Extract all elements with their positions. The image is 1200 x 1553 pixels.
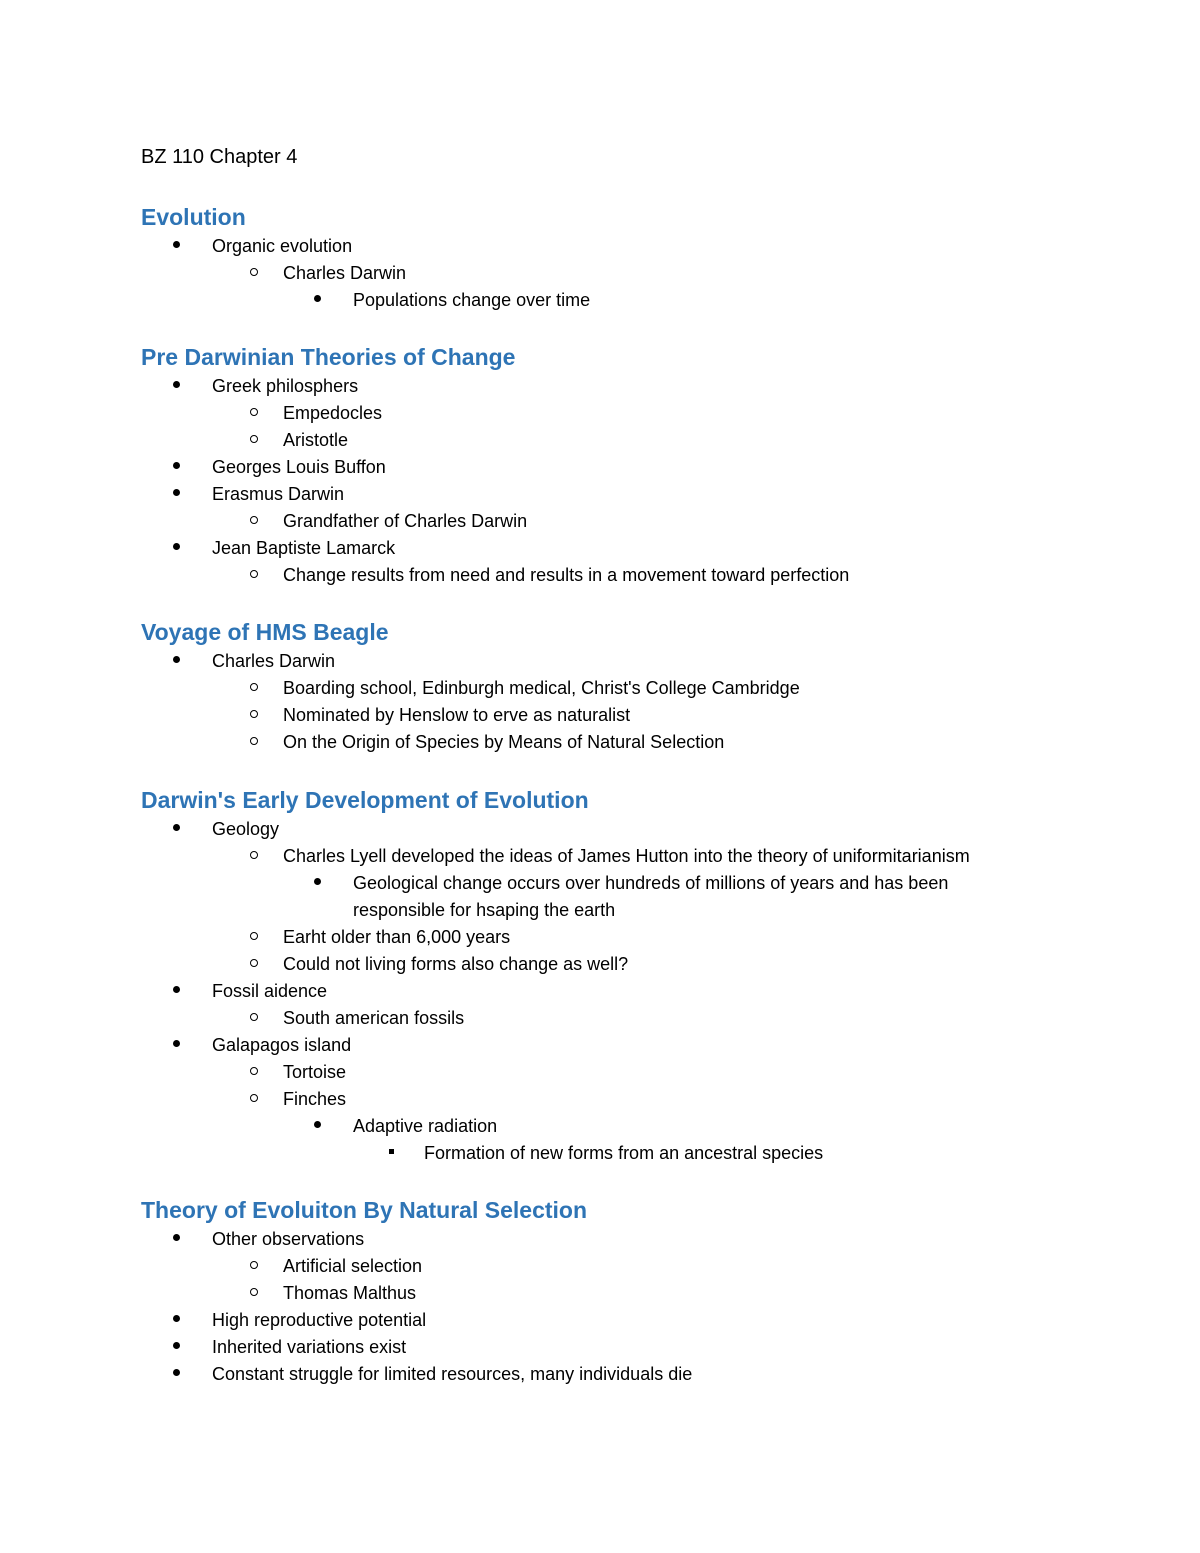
list-item-text: Charles Lyell developed the ideas of James Hutton into the theory of uniformitarianism <box>283 846 970 866</box>
list-item-text: High reproductive potential <box>212 1310 427 1330</box>
disc-bullet-icon <box>173 816 180 843</box>
circle-bullet-icon <box>250 702 258 729</box>
list-item <box>0 1226 1200 1253</box>
list-item <box>0 454 1200 481</box>
section-heading: Theory of Evoluiton By Natural Selection <box>141 1197 588 1223</box>
list-item <box>0 427 1200 454</box>
list-item <box>0 373 1200 400</box>
list-item <box>0 729 1200 756</box>
list-item <box>0 870 1013 924</box>
circle-bullet-icon <box>250 729 258 756</box>
list-item <box>0 978 1200 1005</box>
section-heading: Darwin's Early Development of Evolution <box>141 787 589 813</box>
list-item-text: Greek philosphers <box>212 376 359 396</box>
list-item-text: Aristotle <box>283 430 349 450</box>
list-item-text: Thomas Malthus <box>283 1283 417 1303</box>
list-item <box>0 287 1200 314</box>
circle-bullet-icon <box>250 951 258 978</box>
bullet-list <box>0 648 1200 756</box>
section-heading: Pre Darwinian Theories of Change <box>141 344 516 370</box>
disc-bullet-icon <box>314 287 321 314</box>
square-bullet-icon <box>389 1140 394 1167</box>
list-item-text: Constant struggle for limited resources, many individuals die <box>212 1364 693 1384</box>
list-item-text: Formation of new forms from an ancestral species <box>424 1143 824 1163</box>
circle-bullet-icon <box>250 675 258 702</box>
disc-bullet-icon <box>314 870 321 897</box>
list-item <box>0 1032 1200 1059</box>
list-item-text: Adaptive radiation <box>353 1116 498 1136</box>
list-item-text: On the Origin of Species by Means of Natural Selection <box>283 732 725 752</box>
list-item <box>0 562 1200 589</box>
list-item <box>0 702 1200 729</box>
document-title: BZ 110 Chapter 4 <box>141 146 298 168</box>
list-item <box>0 481 1200 508</box>
list-item-text: Georges Louis Buffon <box>212 457 386 477</box>
list-item-text: Empedocles <box>283 403 383 423</box>
list-item-text: Earht older than 6,000 years <box>283 927 511 947</box>
bullet-list <box>0 373 1200 589</box>
list-item-text: Boarding school, Edinburgh medical, Christ's College Cambridge <box>283 678 800 698</box>
disc-bullet-icon <box>173 1334 180 1361</box>
disc-bullet-icon <box>173 535 180 562</box>
list-item-text: Erasmus Darwin <box>212 484 345 504</box>
disc-bullet-icon <box>173 1307 180 1334</box>
circle-bullet-icon <box>250 1280 258 1307</box>
circle-bullet-icon <box>250 260 258 287</box>
circle-bullet-icon <box>250 400 258 427</box>
list-item <box>0 1334 1200 1361</box>
bullet-list <box>0 233 1200 314</box>
disc-bullet-icon <box>173 978 180 1005</box>
list-item <box>0 1140 1200 1167</box>
list-item <box>0 400 1200 427</box>
list-item-text: Artificial selection <box>283 1256 423 1276</box>
list-item-text: Populations change over time <box>353 290 591 310</box>
list-item-text: Charles Darwin <box>283 263 407 283</box>
list-item-text: Other observations <box>212 1229 365 1249</box>
list-item-text: Charles Darwin <box>212 651 336 671</box>
disc-bullet-icon <box>173 233 180 260</box>
list-item <box>0 535 1200 562</box>
list-item <box>0 675 1200 702</box>
section-heading: Voyage of HMS Beagle <box>141 619 389 645</box>
circle-bullet-icon <box>250 508 258 535</box>
list-item <box>0 260 1200 287</box>
list-item-text: Geological change occurs over hundreds of millions of years and has been responsible for hsaping the earth <box>353 873 949 920</box>
disc-bullet-icon <box>173 1226 180 1253</box>
list-item <box>0 1005 1200 1032</box>
list-item <box>0 648 1200 675</box>
list-item-text: Fossil aidence <box>212 981 328 1001</box>
list-item <box>0 924 1200 951</box>
disc-bullet-icon <box>314 1113 321 1140</box>
circle-bullet-icon <box>250 843 258 870</box>
list-item-text: Finches <box>283 1089 347 1109</box>
list-item <box>0 1086 1200 1113</box>
list-item <box>0 1113 1200 1140</box>
list-item <box>0 1253 1200 1280</box>
disc-bullet-icon <box>173 481 180 508</box>
circle-bullet-icon <box>250 1253 258 1280</box>
list-item <box>0 233 1200 260</box>
disc-bullet-icon <box>173 648 180 675</box>
list-item-text: Galapagos island <box>212 1035 352 1055</box>
disc-bullet-icon <box>173 454 180 481</box>
list-item-text: Nominated by Henslow to erve as naturalist <box>283 705 631 725</box>
bullet-list <box>0 1226 1200 1388</box>
circle-bullet-icon <box>250 427 258 454</box>
circle-bullet-icon <box>250 1005 258 1032</box>
list-item-text: Could not living forms also change as well? <box>283 954 629 974</box>
bullet-list <box>0 816 1200 1167</box>
disc-bullet-icon <box>173 373 180 400</box>
list-item-text: Jean Baptiste Lamarck <box>212 538 396 558</box>
list-item-text: Tortoise <box>283 1062 347 1082</box>
list-item-text: Grandfather of Charles Darwin <box>283 511 528 531</box>
list-item-text: Geology <box>212 819 280 839</box>
section-heading: Evolution <box>141 204 246 230</box>
list-item <box>0 1361 1200 1388</box>
list-item <box>0 508 1200 535</box>
list-item <box>0 816 1200 843</box>
circle-bullet-icon <box>250 924 258 951</box>
circle-bullet-icon <box>250 562 258 589</box>
disc-bullet-icon <box>173 1361 180 1388</box>
list-item <box>0 1280 1200 1307</box>
list-item-text: Change results from need and results in a movement toward perfection <box>283 565 850 585</box>
list-item-text: South american fossils <box>283 1008 465 1028</box>
list-item <box>0 1307 1200 1334</box>
disc-bullet-icon <box>173 1032 180 1059</box>
circle-bullet-icon <box>250 1059 258 1086</box>
list-item <box>0 1059 1200 1086</box>
list-item-text: Organic evolution <box>212 236 353 256</box>
circle-bullet-icon <box>250 1086 258 1113</box>
list-item-text: Inherited variations exist <box>212 1337 407 1357</box>
list-item <box>0 951 1200 978</box>
list-item <box>0 843 1200 870</box>
